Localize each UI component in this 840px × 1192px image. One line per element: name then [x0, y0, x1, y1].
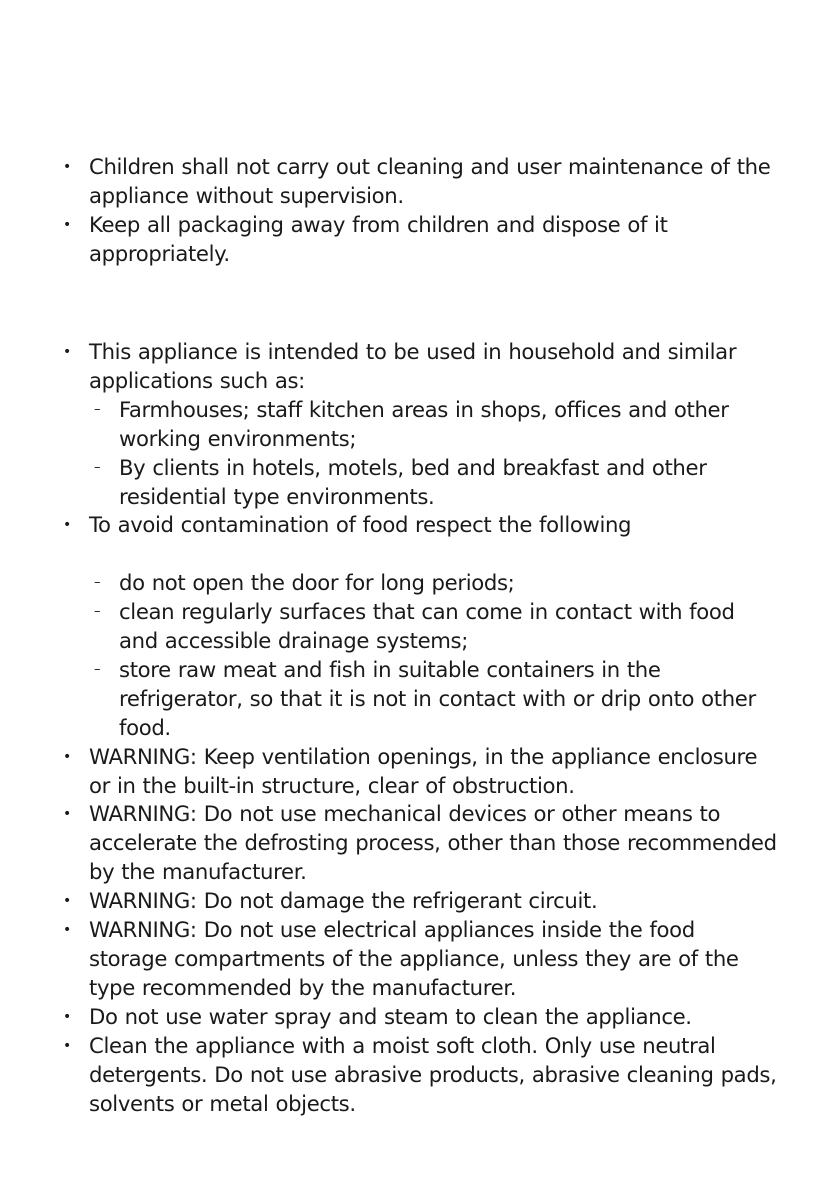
- bullet-icon: •: [63, 344, 71, 360]
- list-item: [0, 153, 779, 211]
- item-text: Do not use water spray and steam to clean the appliance.: [89, 1003, 692, 1029]
- item-text: WARNING: Do not damage the refrigerant circuit.: [89, 888, 598, 914]
- safety-list: [0, 338, 779, 1118]
- list-item-intended-use: [0, 338, 779, 511]
- bullet-icon: •: [63, 216, 71, 233]
- bullet-icon: •: [63, 806, 71, 823]
- item-text: WARNING: Do not use mechanical devices or other means to accelerate the defrosting process, other than those recommended by the manufacturer.: [89, 801, 777, 885]
- intended-use-sublist: [89, 396, 779, 512]
- sublist-item: [89, 656, 769, 743]
- item-text: WARNING: Keep ventilation openings, in the appliance enclosure or in the built-in structure, clear of obstruction.: [89, 743, 758, 798]
- bullet-icon: •: [63, 159, 71, 175]
- bullet-icon: •: [63, 517, 71, 534]
- bullet-icon: •: [63, 893, 71, 910]
- item-text: Children shall not carry out cleaning and user maintenance of the appliance without supervision.: [89, 154, 771, 208]
- blank-line: [89, 540, 779, 569]
- contamination-sublist: [89, 569, 779, 742]
- subitem-text: Farmhouses; staff kitchen areas in shops, offices and other working environments;: [119, 396, 729, 451]
- subitem-text: store raw meat and fish in suitable containers in the refrigerator, so that it is not in contact with or drip onto other food.: [119, 656, 756, 740]
- dash-icon: –: [94, 401, 101, 417]
- supervision-list: [0, 153, 779, 269]
- subitem-text: By clients in hotels, motels, bed and breakfast and other residential type environments.: [119, 454, 707, 509]
- sublist-item: [89, 569, 769, 598]
- sublist-item: [89, 396, 769, 454]
- dash-icon: –: [94, 459, 101, 475]
- item-text: To avoid contamination of food respect the following: [89, 512, 632, 538]
- bullet-icon: •: [63, 1008, 71, 1025]
- list-item-warning: [0, 887, 779, 916]
- list-item-warning: [0, 743, 779, 801]
- item-text: This appliance is intended to be used in household and similar applications such as:: [89, 339, 737, 393]
- dash-icon: –: [94, 661, 101, 677]
- list-item-warning: [0, 916, 779, 1003]
- list-item: [0, 211, 779, 269]
- dash-icon: –: [94, 575, 101, 591]
- subitem-text: clean regularly surfaces that can come in contact with food and accessible drainage systems;: [119, 599, 735, 654]
- sublist-item: [89, 598, 769, 656]
- item-text: WARNING: Do not use electrical appliances inside the food storage compartments of the appliance, unless they are of the type recommended by the manufacturer.: [89, 917, 739, 1000]
- dash-icon: –: [94, 604, 101, 620]
- list-item: [0, 1003, 779, 1032]
- subitem-text: do not open the door for long periods;: [119, 570, 515, 596]
- item-text: Clean the appliance with a moist soft cloth. Only use neutral detergents. Do not use abrasive products, abrasive cleaning pads, solvents or metal objects.: [89, 1032, 777, 1116]
- list-item-contamination: [0, 511, 779, 742]
- bullet-icon: •: [63, 748, 71, 765]
- bullet-icon: •: [63, 922, 71, 939]
- list-item: [0, 1032, 779, 1119]
- bullet-icon: •: [63, 1037, 71, 1054]
- sublist-item: [89, 454, 769, 512]
- list-item-warning: [0, 800, 779, 887]
- item-text: Keep all packaging away from children and dispose of it appropriately.: [89, 211, 668, 266]
